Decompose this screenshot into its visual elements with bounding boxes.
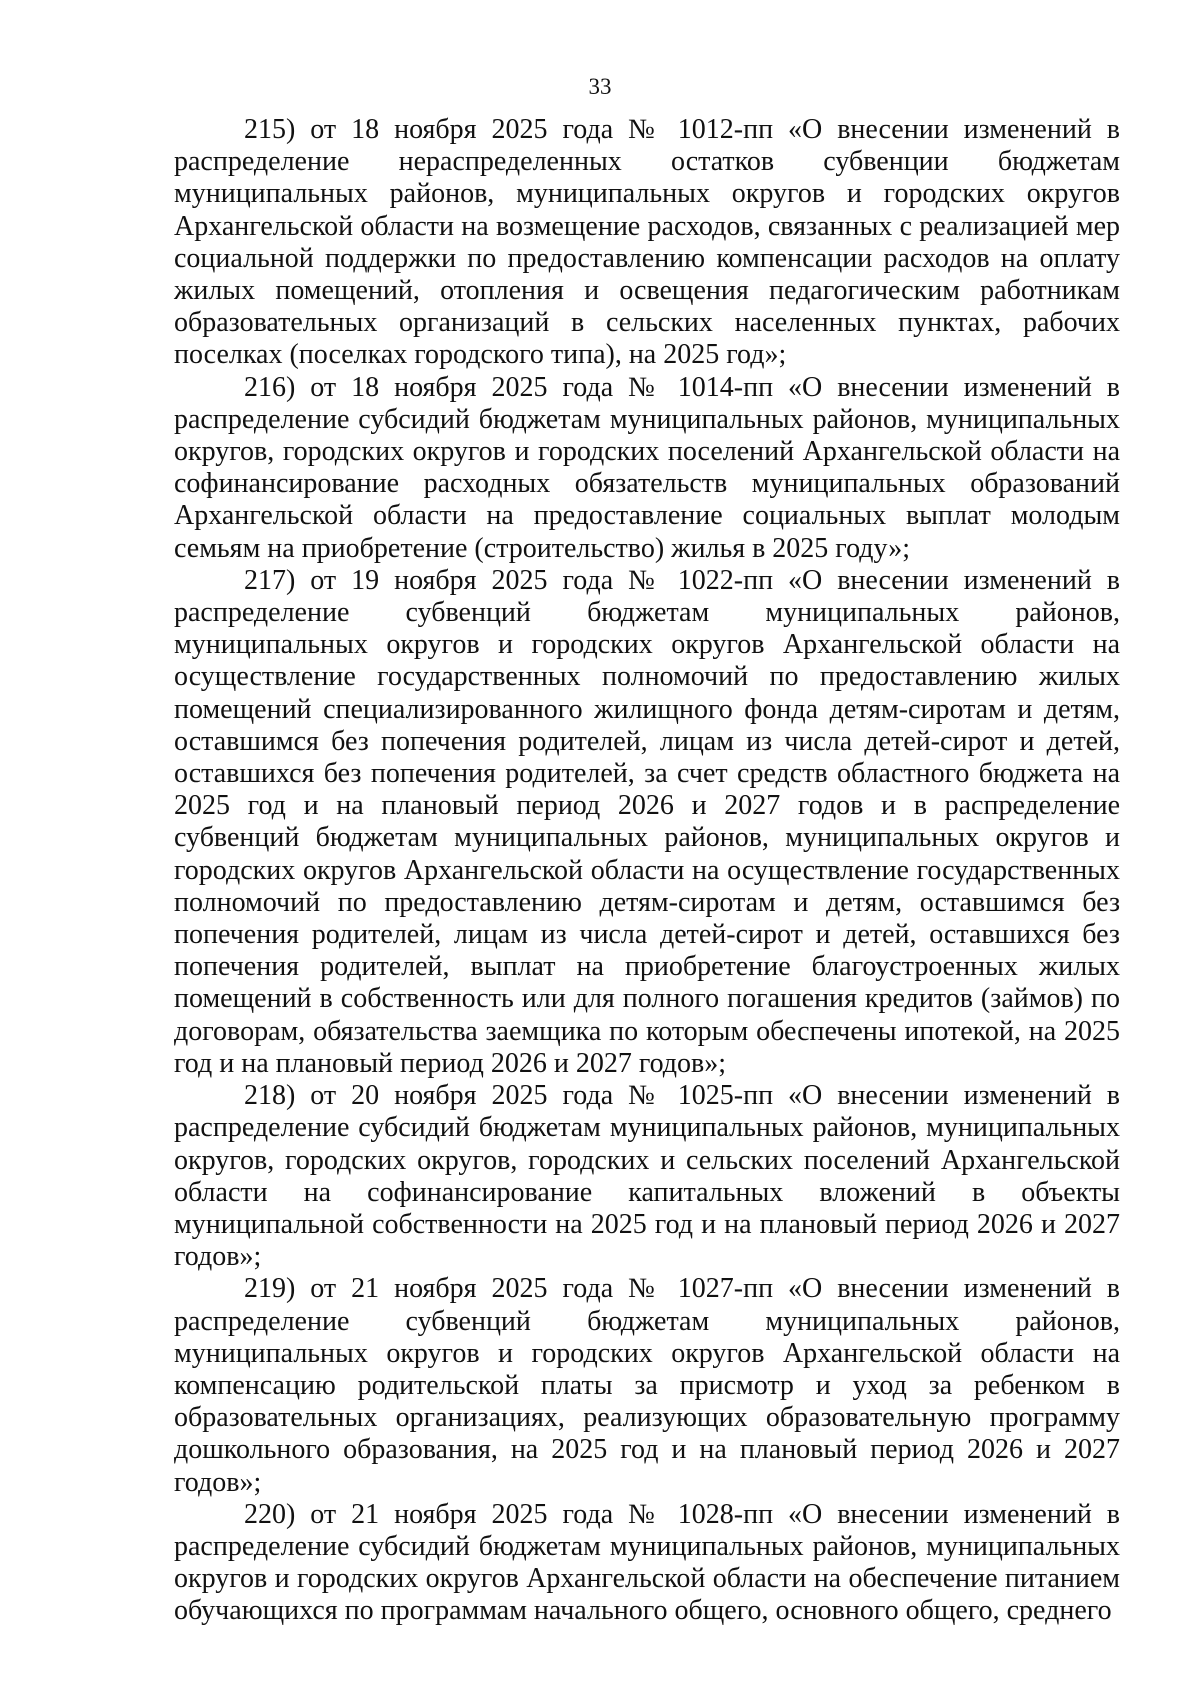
list-item-218: 218) от 20 ноября 2025 года № 1025-пп «О внесении изменений в распределение субсидий бюджетам муниципальных районов, муниципальных округов, городских округов, городских и сельских поселений Архангельской области на софинансирование капитальных вложений в объекты муниципальной собственности на 2025 год и на плановый период 2026 и 2027 годов»; — [174, 1080, 1120, 1273]
list-item-220: 220) от 21 ноября 2025 года № 1028-пп «О внесении изменений в распределение субсидий бюджетам муниципальных районов, муниципальных округов и городских округов Архангельской области на обеспечение питанием обучающихся по программам начального общего, основного общего, среднего — [174, 1498, 1120, 1627]
list-item-217: 217) от 19 ноября 2025 года № 1022-пп «О внесении изменений в распределение субвенций бюджетам муниципальных районов, муниципальных округов и городских округов Архангельской области на осуществление государственных полномочий по предоставлению жилых помещений специализированного жилищного фонда детям-сиротам и детям, оставшимся без попечения родителей, лицам из числа детей-сирот и детей, оставшихся без попечения родителей, за счет средств областного бюджета на 2025 год и на плановый период 2026 и 2027 годов и в распределение субвенций бюджетам муниципальных районов, муниципальных округов и городских округов Архангельской области на осуществление государственных полномочий по предоставлению детям-сиротам и детям, оставшимся без попечения родителей, лицам из числа детей-сирот и детей, оставшихся без попечения родителей, выплат на приобретение благоустроенных жилых помещений в собственность или для полного погашения кредитов (займов) по договорам, обязательства заемщика по которым обеспечены ипотекой, на 2025 год и на плановый период 2026 и 2027 годов»; — [174, 564, 1120, 1079]
list-item-219: 219) от 21 ноября 2025 года № 1027-пп «О внесении изменений в распределение субвенций бюджетам муниципальных районов, муниципальных округов и городских округов Архангельской области на компенсацию родительской платы за присмотр и уход за ребенком в образовательных организациях, реализующих образовательную программу дошкольного образования, на 2025 год и на плановый период 2026 и 2027 годов»; — [174, 1273, 1120, 1498]
document-body — [174, 114, 1120, 1628]
list-item-216: 216) от 18 ноября 2025 года № 1014-пп «О внесении изменений в распределение субсидий бюджетам муниципальных районов, муниципальных округов, городских округов и городских поселений Архангельской области на софинансирование расходных обязательств муниципальных образований Архангельской области на предоставление социальных выплат молодым семьям на приобретение (строительство) жилья в 2025 году»; — [174, 371, 1120, 564]
list-item-215: 215) от 18 ноября 2025 года № 1012-пп «О внесении изменений в распределение нераспределенных остатков субвенции бюджетам муниципальных районов, муниципальных округов и городских округов Архангельской области на возмещение расходов, связанных с реализацией мер социальной поддержки по предоставлению компенсации расходов на оплату жилых помещений, отопления и освещения педагогическим работникам образовательных организаций в сельских населенных пунктах, рабочих поселках (поселках городского типа), на 2025 год»; — [174, 114, 1120, 371]
page-number: 33 — [588, 74, 612, 99]
